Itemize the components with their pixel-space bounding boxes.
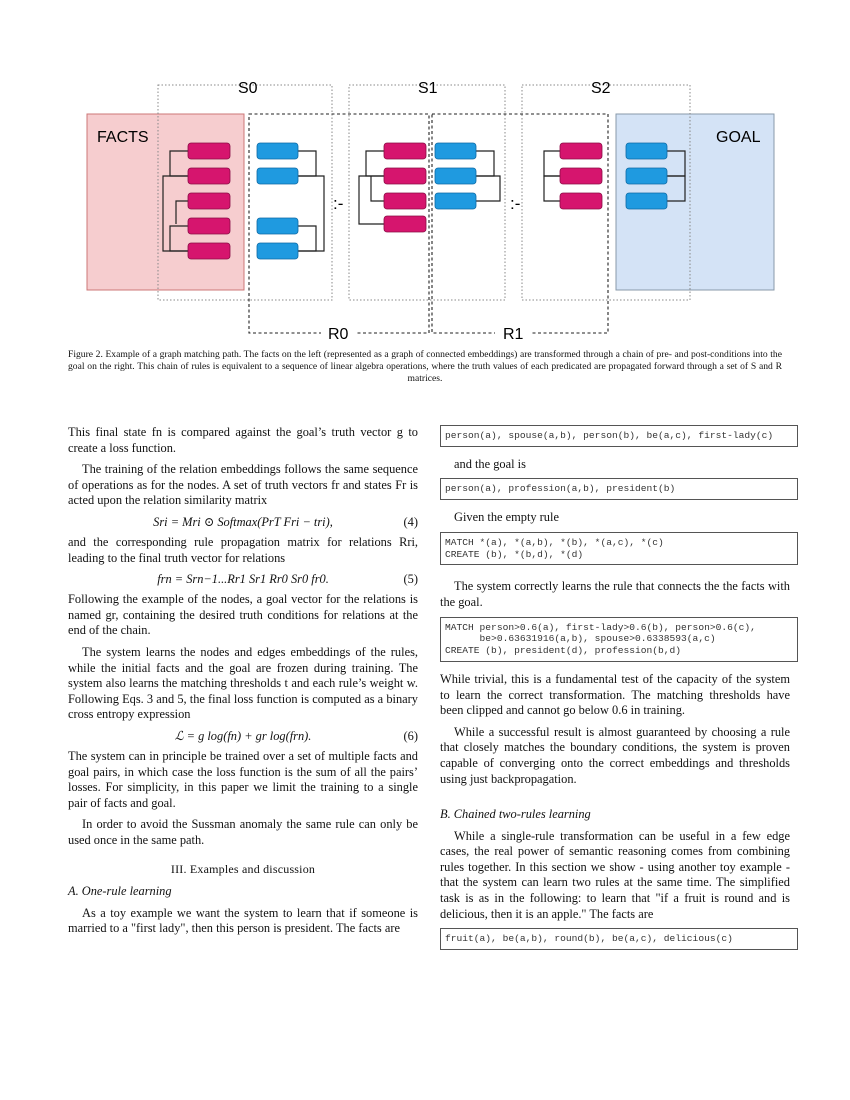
s1-magenta-nodes: [384, 143, 426, 232]
figure-graph-matching-path: [0, 0, 850, 345]
rule-label-r1: R1: [503, 326, 524, 343]
paragraph: The system learns the nodes and edges embeddings of the rules, while the initial facts and the goal are frozen during training. The system also learns the matching thresholds t and each rule’s weight w. Following Eqs. 3 and 5, the final loss function is computed as a binary cross entropy expression: [68, 644, 418, 722]
node-magenta: [560, 193, 602, 209]
goal-label: GOAL: [716, 129, 761, 146]
node-blue: [257, 143, 298, 159]
code-block-goal: person(a), profession(a,b), president(b): [440, 478, 798, 500]
node-blue: [626, 168, 667, 184]
rule-separator-1: :-: [333, 194, 344, 213]
paragraph: In order to avoid the Sussman anomaly the same rule can only be used once in the same path.: [68, 817, 418, 847]
node-blue: [435, 193, 476, 209]
equation-4: [68, 509, 418, 535]
code-block-learned-rule: MATCH person>0.6(a), first-lady>0.6(b), person>0.6(c), be>0.63631916(a,b), spouse>0.6338593(a,c) CREATE (b), president(d), profession(b,d): [440, 617, 798, 662]
node-magenta: [188, 193, 230, 209]
stage-label-s1: S1: [418, 80, 438, 97]
equation-body: frn = Srn−1...Rr1 Sr1 Rr0 Sr0 fr0.: [157, 572, 329, 587]
node-blue: [435, 168, 476, 184]
paragraph: Following the example of the nodes, a goal vector for the relations is named gr, containing the desired truth conditions for relations at the end of the chain.: [68, 592, 418, 638]
node-blue: [626, 143, 667, 159]
node-blue: [626, 193, 667, 209]
rule-label-r0: R0: [328, 326, 349, 343]
subsection-heading: B. Chained two-rules learning: [440, 807, 591, 822]
left-column: [68, 425, 418, 937]
equation-body: ℒ = g log(fn) + gr log(frn).: [174, 728, 312, 743]
goal-nodes: [626, 143, 667, 209]
node-magenta: [384, 143, 426, 159]
paragraph: While trivial, this is a fundamental test of the capacity of the system to learn the correct transformation. The matching thresholds have been clipped and cannot go below 0.6 in training.: [440, 671, 790, 718]
node-blue: [257, 168, 298, 184]
s2-nodes: [560, 143, 602, 209]
paragraph: The system can in principle be trained over a set of multiple facts and goal pairs, in which case the loss function is the sum of all the pairs’ losses. For simplicity, in this paper we limit the training to a single pair of facts and goal.: [68, 748, 418, 810]
node-magenta: [560, 143, 602, 159]
section-heading: III. Examples and discussion: [170, 862, 316, 877]
node-magenta: [560, 168, 602, 184]
node-magenta: [384, 216, 426, 232]
paragraph: Given the empty rule: [454, 510, 559, 525]
equation-5: [68, 566, 418, 592]
node-magenta: [384, 193, 426, 209]
paragraph: As a toy example we want the system to learn that if someone is married to a "first lady", then this person is president. The facts are: [68, 905, 418, 936]
paragraph: and the goal is: [454, 456, 526, 471]
node-magenta: [188, 243, 230, 259]
paragraph: and the corresponding rule propagation matrix for relations Rri, leading to the final truth vector for relations: [68, 534, 418, 565]
node-magenta: [188, 168, 230, 184]
s0-nodes: [257, 143, 298, 259]
paragraph: While a successful result is almost guaranteed by choosing a rule that closely matches the boundary conditions, the system is proven capable of converging onto the correct embeddings and thresholds using just backpropagation.: [440, 724, 790, 786]
paragraph: This final state fn is compared against the goal’s truth vector g to create a loss function.: [68, 425, 418, 455]
node-magenta: [188, 218, 230, 234]
equation-number: (6): [403, 728, 418, 743]
node-magenta: [384, 168, 426, 184]
node-blue: [435, 143, 476, 159]
facts-label: FACTS: [97, 129, 149, 146]
s1-blue-nodes: [435, 143, 476, 209]
figure-caption: Figure 2. Example of a graph matching path. The facts on the left (represented as a graph of connected embeddings) are transformed through a chain of pre- and post-conditions into the goal on the right. This chain of rules is equivalent to a sequence of linear algebra operations, where the truth values of each predicated are propagated forward through a set of S and R matrices.: [68, 349, 782, 385]
node-magenta: [188, 143, 230, 159]
stage-label-s2: S2: [591, 80, 611, 97]
stage-box-s1: [349, 85, 505, 300]
node-blue: [257, 218, 298, 234]
code-block-facts-2: fruit(a), be(a,b), round(b), be(a,c), delicious(c): [440, 928, 798, 950]
equation-number: (5): [403, 572, 418, 587]
stage-label-s0: S0: [238, 80, 258, 97]
rule-separator-2: :-: [510, 194, 521, 213]
paragraph: The training of the relation embeddings follows the same sequence of operations as for the nodes. A set of truth vectors fr and states Fr is acted upon the relation similarity matrix: [68, 462, 418, 508]
subsection-heading: A. One-rule learning: [68, 884, 172, 899]
code-block-empty-rule: MATCH *(a), *(a,b), *(b), *(a,c), *(c) CREATE (b), *(b,d), *(d): [440, 532, 798, 566]
paragraph: While a single-rule transformation can be useful in a few edge cases, the real power of semantic reasoning comes from combining rules together. In this section we show - using another toy example - that the system can learn two rules at the same time. The simplified task is as in the following: to learn that "if a fruit is round and is delicious, then it is an apple." The facts are: [440, 828, 790, 921]
equation-6: [68, 723, 418, 749]
right-column: [440, 425, 790, 950]
paragraph: The system correctly learns the rule that connects the the facts with the goal.: [440, 579, 790, 609]
node-blue: [257, 243, 298, 259]
code-block-facts: person(a), spouse(a,b), person(b), be(a,c), first-lady(c): [440, 425, 798, 447]
equation-body: Sri = Mri ⊙ Softmax(PrT Fri − tri),: [153, 514, 333, 529]
equation-number: (4): [403, 514, 418, 529]
